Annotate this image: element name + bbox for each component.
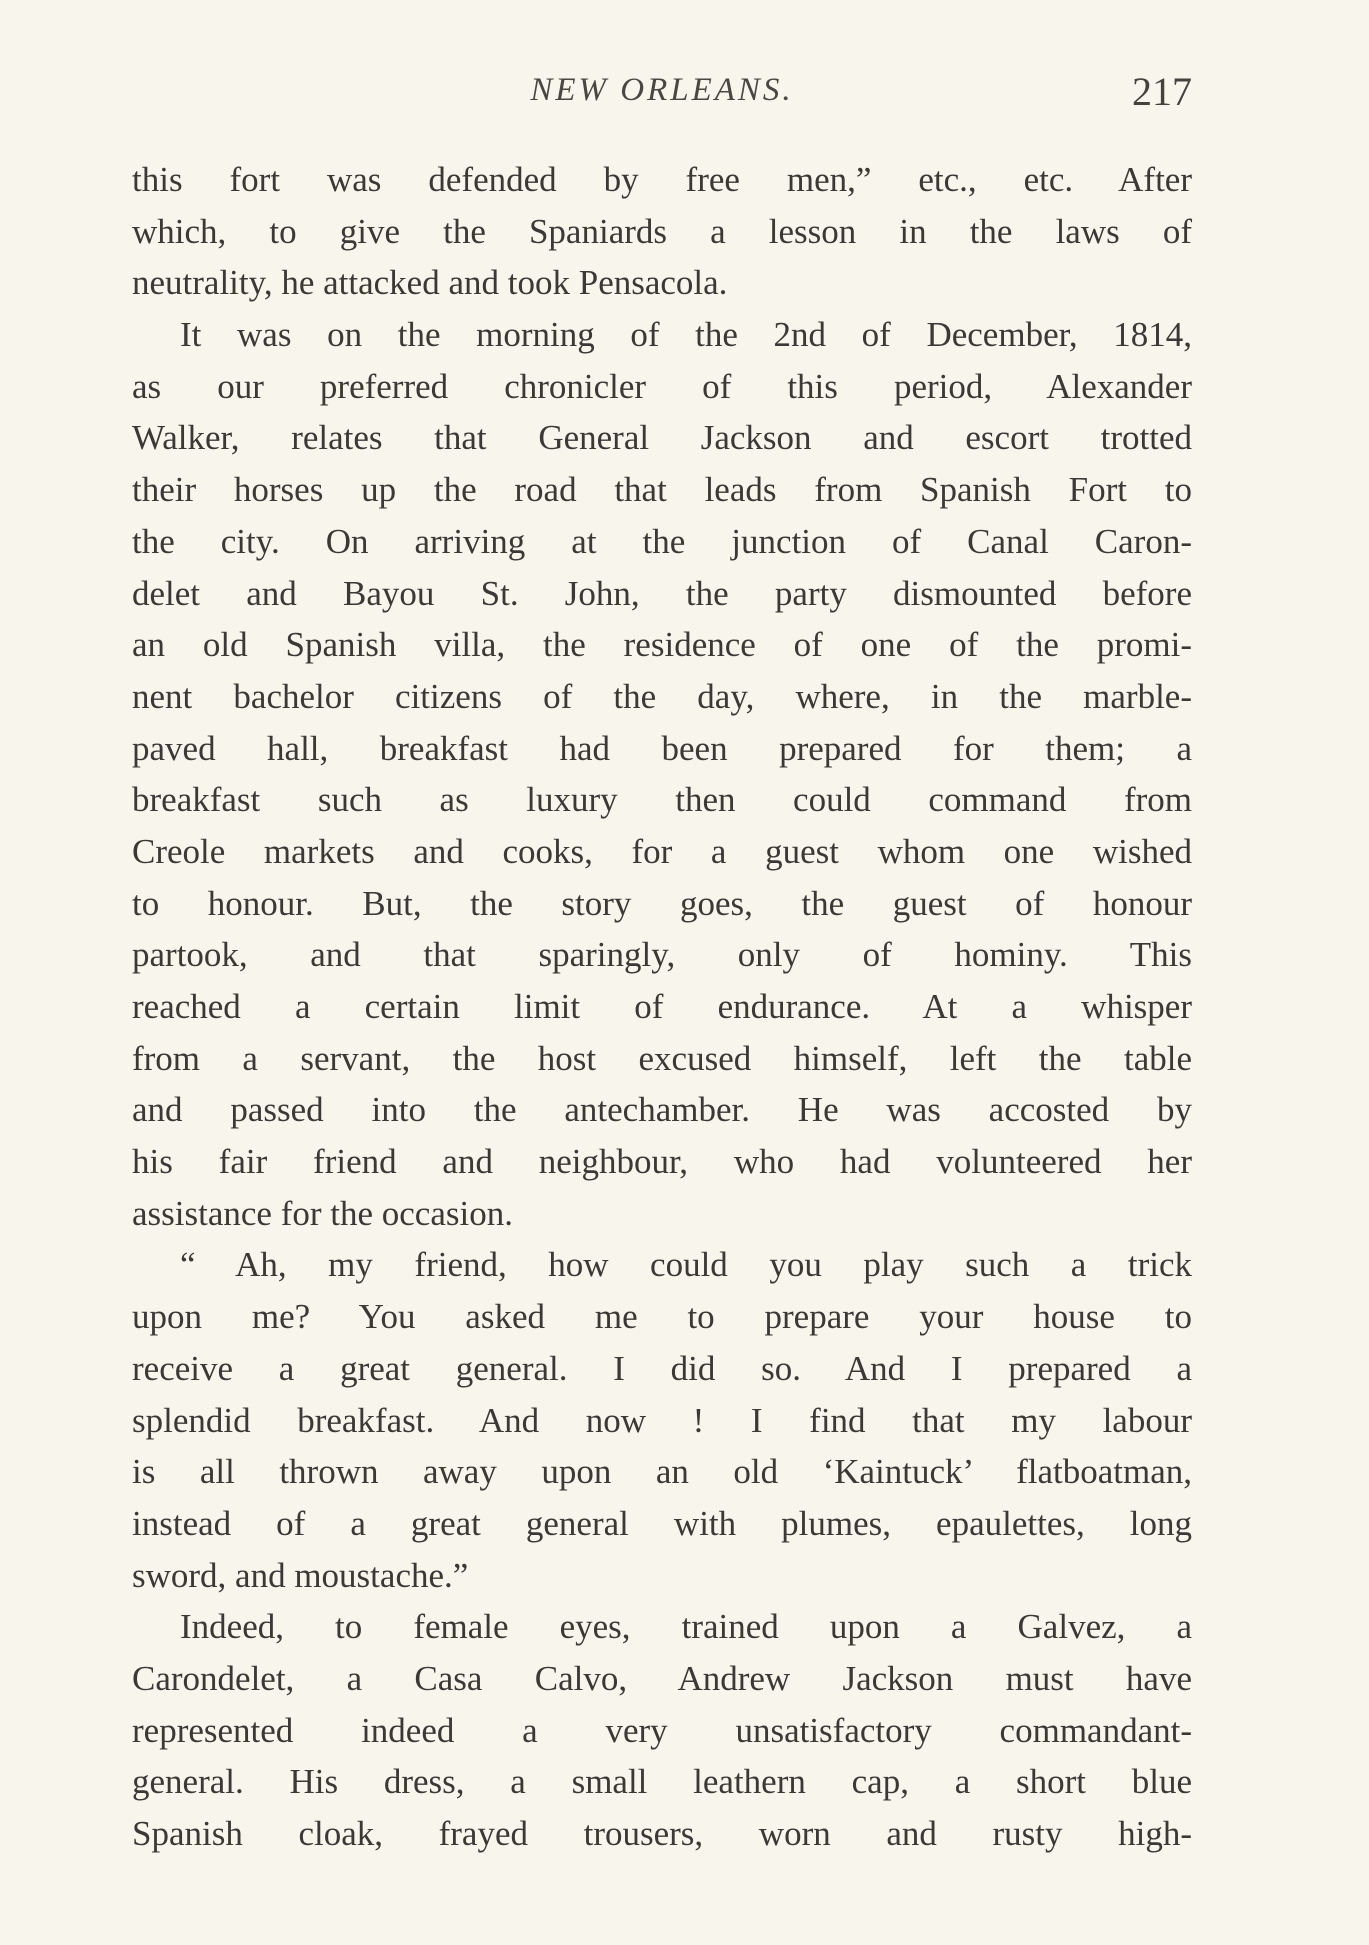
text-line: It was on the morning of the 2nd of December, 1814, <box>180 315 1192 355</box>
text-line: this fort was defended by free men,” etc., etc. After <box>132 160 1192 199</box>
text-line: receive a great general. I did so. And I prepared a <box>132 1348 1192 1388</box>
text-line: paved hall, breakfast had been prepared for them; a <box>132 728 1192 768</box>
text-line: partook, and that sparingly, only of hominy. This <box>132 935 1192 975</box>
text-line: Creole markets and cooks, for a guest whom one wished <box>132 831 1192 871</box>
text-line: sword, and moustache.” <box>132 1555 469 1595</box>
text-line: from a servant, the host excused himself, left the table <box>132 1038 1192 1078</box>
text-line: is all thrown away upon an old ‘Kaintuck’ flatboatman, <box>132 1452 1192 1492</box>
text-line: nent bachelor citizens of the day, where, in the marble- <box>132 676 1192 716</box>
body-text <box>132 154 1192 1860</box>
text-line: and passed into the antechamber. He was accosted by <box>132 1090 1192 1130</box>
text-line: breakfast such as luxury then could command from <box>132 780 1192 820</box>
text-line: to honour. But, the story goes, the guest of honour <box>132 883 1192 923</box>
text-line: reached a certain limit of endurance. At a whisper <box>132 987 1192 1026</box>
page-number: 217 <box>1132 69 1192 114</box>
page-header <box>132 69 1192 122</box>
text-line: the city. On arriving at the junction of Canal Caron- <box>132 521 1192 561</box>
running-title: NEW ORLEANS. <box>530 72 794 108</box>
text-line: his fair friend and neighbour, who had volunteered her <box>132 1142 1192 1182</box>
text-line: Carondelet, a Casa Calvo, Andrew Jackson must have <box>132 1658 1192 1698</box>
text-line: general. His dress, a small leathern cap, a short blue <box>132 1762 1192 1802</box>
text-line: upon me? You asked me to prepare your house to <box>132 1297 1192 1337</box>
text-line: Indeed, to female eyes, trained upon a Galvez, a <box>180 1607 1192 1647</box>
text-line: delet and Bayou St. John, the party dismounted before <box>132 573 1192 613</box>
text-line: Spanish cloak, frayed trousers, worn and rusty high- <box>132 1814 1192 1853</box>
text-line: Walker, relates that General Jackson and escort trotted <box>132 418 1192 458</box>
text-line: instead of a great general with plumes, epaulettes, long <box>132 1503 1192 1543</box>
text-line: their horses up the road that leads from Spanish Fort to <box>132 470 1192 510</box>
text-line: assistance for the occasion. <box>132 1193 513 1233</box>
text-line: represented indeed a very unsatisfactory commandant- <box>132 1710 1192 1750</box>
text-line: “ Ah, my friend, how could you play such a trick <box>180 1245 1192 1285</box>
text-line: which, to give the Spaniards a lesson in the laws of <box>132 211 1192 251</box>
text-line: an old Spanish villa, the residence of one of the promi- <box>132 625 1192 665</box>
text-line: neutrality, he attacked and took Pensacola. <box>132 263 728 303</box>
text-line: as our preferred chronicler of this period, Alexander <box>132 366 1192 406</box>
text-line: splendid breakfast. And now ! I find that my labour <box>132 1400 1192 1440</box>
